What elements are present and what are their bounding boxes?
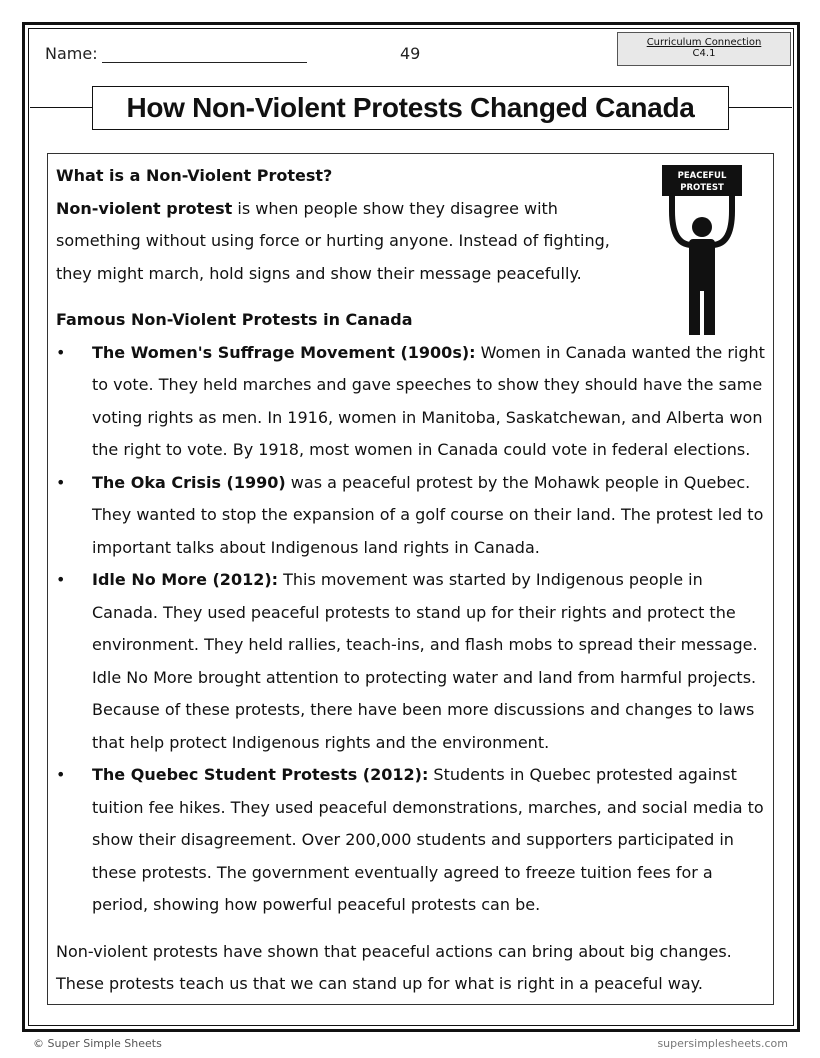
curriculum-connection-box [617,32,791,66]
famous-protests-heading: Famous Non-Violent Protests in Canada [56,310,413,329]
name-label: Name: [45,44,98,63]
intro-paragraph [56,193,636,291]
protest-title: The Quebec Student Protests (2012): [92,765,429,784]
bullet: • [56,342,66,362]
curriculum-code: C4.1 [692,48,716,59]
protest-title: Idle No More (2012): [92,570,279,589]
page-number: 49 [400,44,421,63]
protest-title: The Oka Crisis (1990) [92,472,286,492]
intro-definition: is when people show they disagree with something without using force or hurting anyone. Instead of fighting, they might march, hold signs and show their message peacefully. [56,198,610,283]
list-item [56,564,768,759]
bullet: • [56,472,66,492]
list-item [56,759,768,922]
list-item [56,337,768,467]
name-field[interactable] [45,44,307,63]
footer-website-link[interactable]: supersimplesheets.com [657,1037,788,1050]
closing-paragraph: Non-violent protests have shown that peaceful actions can bring about big changes. These protests teach us that we can stand up for what is right in a peaceful way. [56,941,732,993]
protest-description: was a peaceful protest by the Mohawk people in Quebec. They wanted to stop the expansion of a golf course on their land. The protest led to important talks about Indigenous land rights in Canada. [92,472,764,557]
protest-description: Women in Canada wanted the right to vote. They held marches and gave speeches to show they should have the same voting rights as men. In 1916, women in Manitoba, Saskatchewan, and Alberta won the right to vote. By 1918, most women in Canada could vote in federal elections. [92,342,765,459]
intro-term: Non-violent protest [56,198,233,218]
title-box [92,86,729,130]
footer-copyright: © Super Simple Sheets [33,1037,162,1050]
worksheet-content [56,160,768,1001]
intro-heading: What is a Non-Violent Protest? [56,166,333,185]
sign-text-line-1: PEACEFUL [677,171,727,181]
protest-description: Students in Quebec protested against tuition fee hikes. They used peaceful demonstrations, marches, and social media to show their disagreement. Over 200,000 students and supporters participated in these protests. The government eventually agreed to freeze tuition fees for a period, showing how powerful peaceful protests can be. [92,765,764,914]
list-item [56,467,768,565]
bullet: • [56,765,66,784]
protest-list [56,337,768,922]
protest-description: This movement was started by Indigenous people in Canada. They used peaceful protests to stand up for their rights and protect the environment. They held rallies, teach-ins, and flash mobs to spread their message. Idle No More brought attention to protecting water and land from harmful projects. Because of these protests, there have been more discussions and changes to laws that help protect Indigenous rights and the environment. [92,570,758,752]
page-title: How Non-Violent Protests Changed Canada [126,92,695,123]
sign-text-line-2: PROTEST [680,183,724,193]
curriculum-label: Curriculum Connection [646,37,762,48]
protest-title: The Women's Suffrage Movement (1900s): [92,342,476,362]
bullet: • [56,570,66,589]
name-blank-line[interactable] [102,46,307,63]
